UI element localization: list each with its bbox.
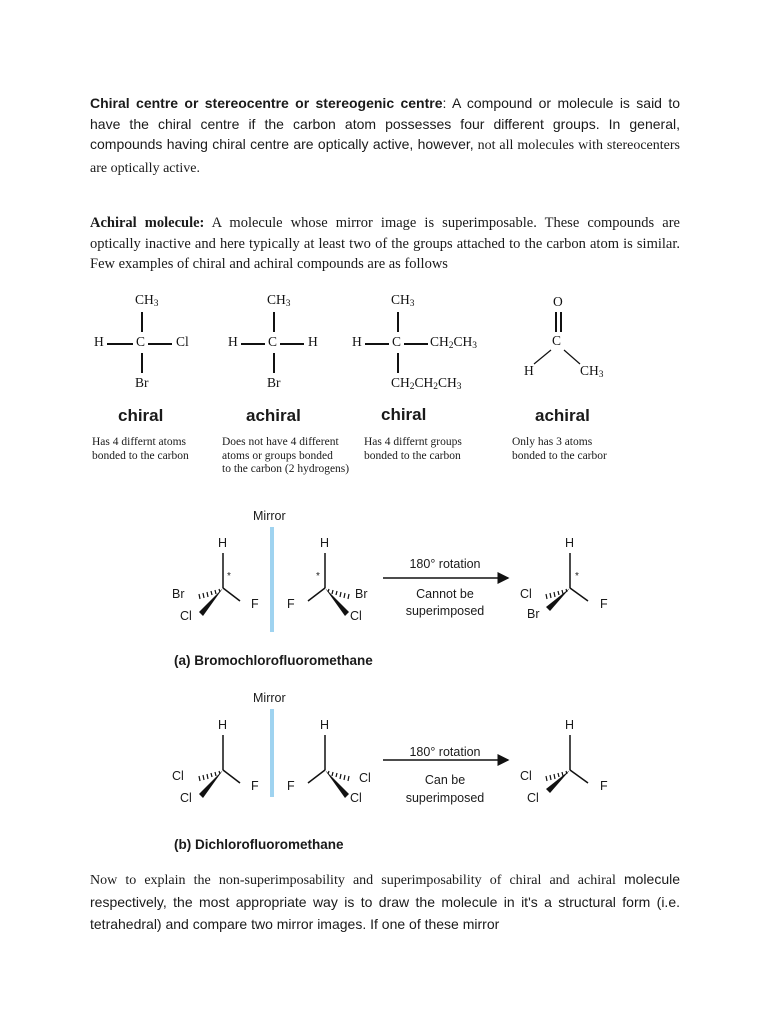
mirror-label: Mirror [253,691,286,705]
figure-b-caption: (b) Dichlorofluoromethane [174,837,344,852]
mirror-label: Mirror [253,509,286,523]
chiral-centre-text-serif: not all molecules with stereocenters are optically active. [90,138,680,176]
mol2-bottom-group: Br [267,375,281,390]
mol4-label: achiral [535,406,590,425]
atom-label: Br [527,607,540,621]
achiral-text: A molecule whose mirror image is superimposable. These compounds are optically inactive and here typically at least two of the groups attached to the carbon atom is similar. Few examples of chiral and achiral compounds are as follows [90,215,680,272]
atom-label: Cl [180,791,192,805]
mol1-desc-line: bonded to the carbon [92,449,189,462]
atom-label: H [320,718,330,732]
mol1-left-group: H [94,334,104,349]
atom-label: Br [172,587,185,601]
mol3-description [364,436,462,463]
figure-bromochlorofluoromethane [150,505,625,680]
mol1-center-atom: C [136,334,146,349]
mol2-label: achiral [246,406,301,425]
mol2-right-group: H [308,334,318,349]
mol4-desc-line: Only has 3 atoms [512,436,593,448]
result-line-2: superimposed [405,604,485,618]
mol4-top-atom: O [553,294,563,309]
figure-a-caption: (a) Bromochlorofluoromethane [174,653,373,668]
chiral-centre-heading: Chiral centre or stereocentre or stereogenic centre [90,95,443,111]
result-line-1: Can be [424,773,466,787]
explanation-paragraph [90,869,680,937]
atom-label: F [287,779,295,793]
achiral-heading: Achiral molecule: [90,215,205,231]
mol2-desc-line: to the carbon (2 hydrogens) [222,463,350,475]
mol1-right-group: Cl [176,334,189,349]
mol3-top-group: $CH_3$ [391,292,415,309]
atom-label: F [600,597,608,611]
mol4-center-atom: C [552,333,562,348]
mol1-label: chiral [118,406,164,425]
mol1-top-group: $CH_3$ [135,292,159,309]
rotation-label: 180° rotation [409,745,481,759]
mol3-bottom-group: $CH_2CH_2CH_3$ [391,375,462,392]
atom-label: Cl [350,609,362,623]
atom-label: H [320,536,330,550]
mol2-desc-line: Does not have 4 different [222,436,339,448]
mol4-desc-line: bonded to the carbor [512,449,607,462]
result-line-2: superimposed [405,791,485,805]
atom-label: Cl [180,609,192,623]
mol2-center-atom: C [268,334,278,349]
mol1-desc-line: Has 4 differnt atoms [92,436,187,448]
mol3-desc-line: Has 4 differnt groups [364,436,462,448]
mol2-top-group: $CH_3$ [267,292,291,309]
atom-label: Cl [520,587,532,601]
atom-label: Br [355,587,368,601]
atom-label: Cl [520,769,532,783]
explanation-text-serif: Now to explain the non-superimposability and superimposability of chiral and achiral [90,873,616,888]
atom-label: Cl [359,771,371,785]
explanation-text: molecule respectively, the most appropriate way is to draw the molecule in it's a structural form (i.e. tetrahedral) and compare two mirror images. If one of these mirror [90,871,680,932]
mol3-label: chiral [381,405,427,424]
stereocentre-star: * [316,571,320,582]
mol4-left-group: H [524,363,534,378]
mirror-plane [270,709,274,797]
mol3-left-group: H [352,334,362,349]
mirror-plane [270,527,274,632]
mol3-right-group: $CH_2CH_3$ [430,334,477,351]
atom-label: H [218,718,228,732]
mol3-desc-line: bonded to the carbon [364,449,461,462]
atom-label: Cl [527,791,539,805]
result-line-1: Cannot be [416,587,474,601]
atom-label: H [565,718,575,732]
figure-dichlorofluoromethane [150,687,625,862]
mol1-bottom-group: Br [135,375,149,390]
achiral-paragraph [90,213,680,275]
mol2-description [222,436,349,477]
atom-label: Cl [172,769,184,783]
stereocentre-star: * [227,571,231,582]
mol2-left-group: H [228,334,238,349]
mol3-center-atom: C [392,334,402,349]
atom-label: H [218,536,228,550]
atom-label: F [600,779,608,793]
atom-label: H [565,536,575,550]
mol4-description [512,436,607,463]
stereocentre-star: * [575,571,579,582]
chiral-centre-text: : A compound or molecule is said to have the chiral centre if the carbon atom possesses four different groups. In general, compounds having chiral centre are optically active, however, [90,95,681,152]
figure-b-bonds [150,687,625,862]
rotation-label: 180° rotation [409,557,481,571]
atom-label: F [251,779,259,793]
atom-label: Cl [350,791,362,805]
mol1-description [92,436,189,463]
atom-label: F [251,597,259,611]
atom-label: F [287,597,295,611]
mol2-desc-line: atoms or groups bonded [222,449,333,462]
mol4-right-group: $CH_3$ [580,363,604,380]
chiral-centre-paragraph [90,93,680,179]
